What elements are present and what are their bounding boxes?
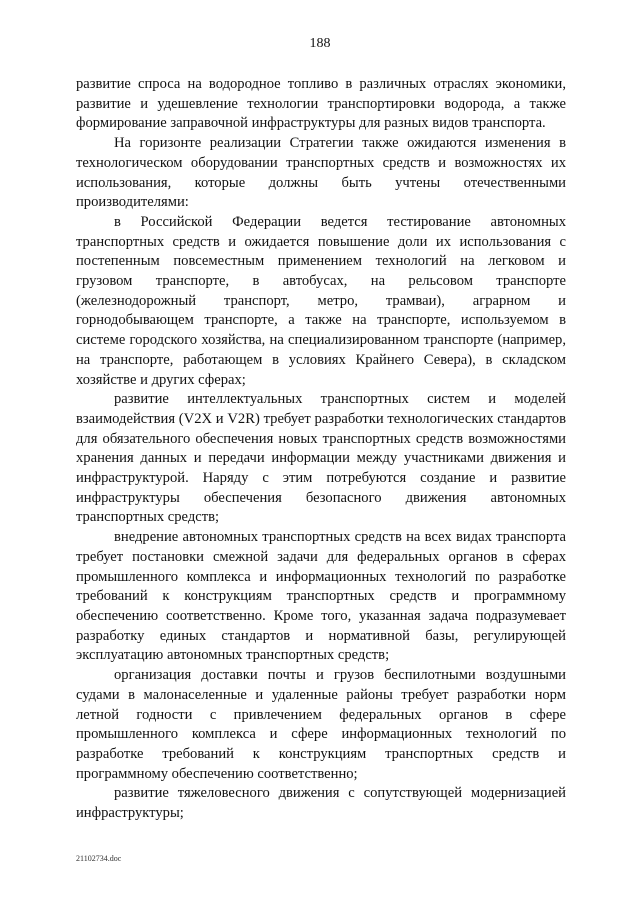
paragraph: в Российской Федерации ведется тестирование автономных транспортных средств и ожидается повышение доли их использования с постепенным повсеместным применением технологий на легковом и грузовом транспорте, в автобусах, на рельсовом транспорте (железнодорожный транспорт, метро, трамваи), аграрном и горнодобывающем транспорте, а также на транспорте, используемом в системе городского хозяйства, на специализированном транспорте (например, на транспорте, работающем в условиях Крайнего Севера), в складском хозяйстве и других сферах; — [76, 213, 566, 388]
document-body — [76, 75, 566, 824]
page-number: 188 — [309, 36, 331, 51]
paragraph: развитие спроса на водородное топливо в различных отраслях экономики, развитие и удешевление технологии транспортировки водорода, а также формирование заправочной инфраструктуры для разных видов транспорта. — [76, 76, 566, 132]
paragraph: организация доставки почты и грузов беспилотными воздушными судами в малонаселенные и удаленные районы требует разработки норм летной годности с привлечением федеральных органов в сфере промышленного комплекса и сфере информационных технологий по разработке требований к конструкциям транспортных средств и программному обеспечению соответственно; — [76, 667, 566, 782]
paragraph: развитие интеллектуальных транспортных систем и моделей взаимодействия (V2X и V2R) требует разработки технологических стандартов для обязательного обеспечения новых транспортных средств возможностями хранения данных и передачи информации между участниками движения и инфраструктурой. Наряду с этим потребуются создание и развитие инфраструктуры обеспечения безопасного движения автономных транспортных средств; — [76, 391, 566, 526]
paragraph: развитие тяжеловесного движения с сопутствующей модернизацией инфраструктуры; — [76, 785, 566, 822]
paragraph: На горизонте реализации Стратегии также ожидаются изменения в технологическом оборудовании транспортных средств и возможностях их использования, которые должны быть учтены отечественными производителями: — [76, 135, 566, 211]
footer-filename: 21102734.doc — [76, 854, 122, 863]
paragraph: внедрение автономных транспортных средств на всех видах транспорта требует постановки смежной задачи для федеральных органов в сферах промышленного комплекса и информационных технологий по разработке требований к конструкциям транспортных средств и программному обеспечению соответственно. Кроме того, указанная задача подразумевает разработку единых стандартов и нормативной базы, регулирующей эксплуатацию автономных транспортных средств; — [76, 529, 566, 664]
